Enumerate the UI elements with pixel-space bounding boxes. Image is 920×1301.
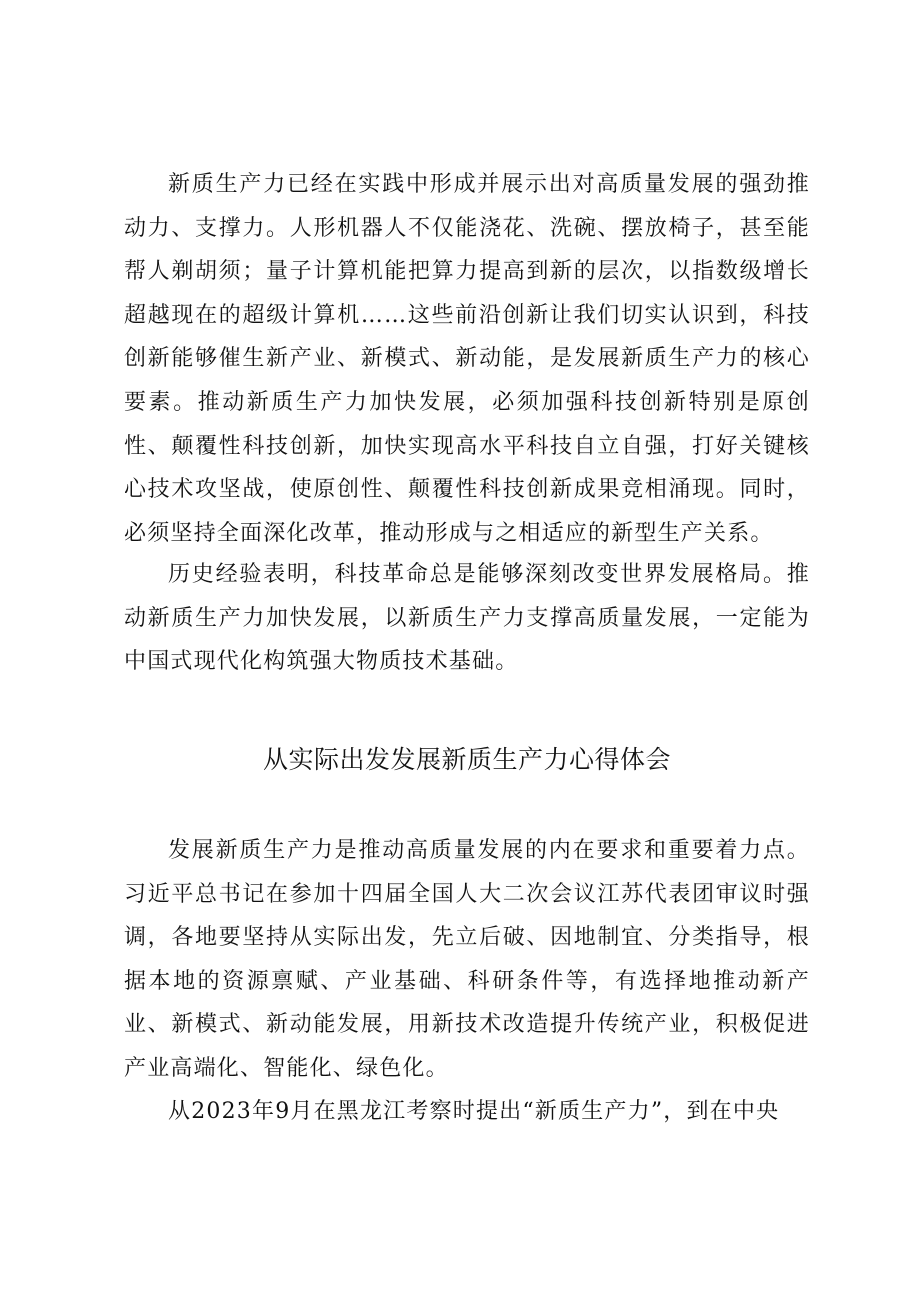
body-paragraph-3: 发展新质生产力是推动高质量发展的内在要求和重要着力点。习近平总书记在参加十四届全国人大二次会议江苏代表团审议时强调，各地要坚持从实际出发，先立后破、因地制宜、分类指导，根据本地的资源禀赋、产业基础、科研条件等，有选择地推动新产业、新模式、新动能发展，用新技术改造提升传统产业，积极促进产业高端化、智能化、绿色化。 [124,838,810,1081]
body-paragraph-2: 历史经验表明，科技革命总是能够深刻改变世界发展格局。推动新质生产力加快发展，以新质生产力支撑高质量发展，一定能为中国式现代化构筑强大物质技术基础。 [124,562,810,675]
section-title: 从实际出发发展新质生产力心得体会 [262,745,671,774]
body-paragraph-4: 从2023年9月在黑龙江考察时提出“新质生产力”，到在中央 [168,1099,780,1124]
body-paragraph-1: 新质生产力已经在实践中形成并展示出对高质量发展的强劲推动力、支撑力。人形机器人不仅能浇花、洗碗、摆放椅子，甚至能帮人剃胡须；量子计算机能把算力提高到新的层次，以指数级增长超越现在的超级计算机……这些前沿创新让我们切实认识到，科技创新能够催生新产业、新模式、新动能，是发展新质生产力的核心要素。推动新质生产力加快发展，必须加强科技创新特别是原创性、颠覆性科技创新，加快实现高水平科技自立自强，打好关键核心技术攻坚战，使原创性、颠覆性科技创新成果竞相涌现。同时，必须坚持全面深化改革，推动形成与之相适应的新型生产关系。 [124,172,810,546]
